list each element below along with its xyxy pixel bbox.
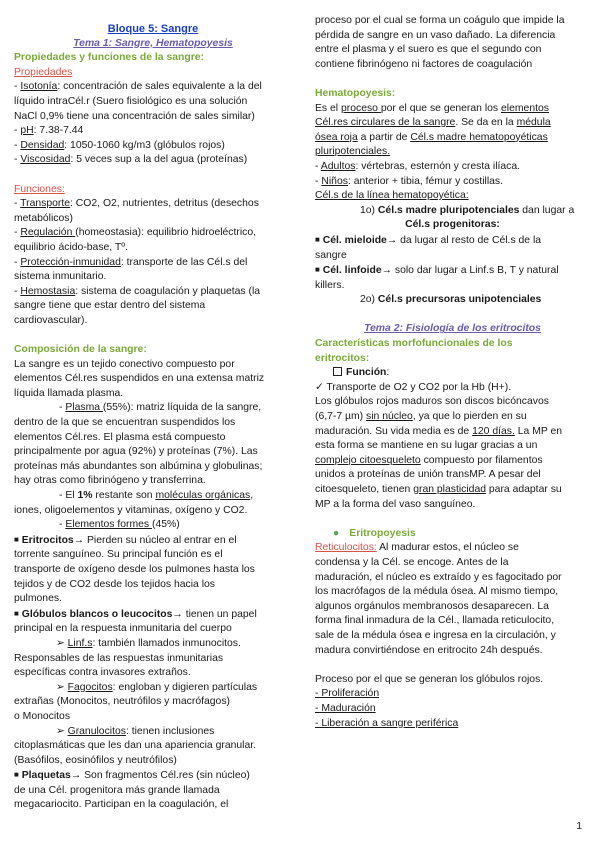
dash: - [315,175,322,187]
text-line: megacariocito. Participan en la coagulación, el [14,799,229,811]
text-line: sangre [315,249,347,261]
props-heading: Propiedades y funciones de la sangre: [14,52,204,64]
resto-line [14,489,292,504]
text-line: sistema inmunitario. [14,271,107,283]
linfocitos-line [14,637,292,652]
ph-term: pH [20,125,34,137]
eritrocitos-term: Eritrocitos [21,534,74,546]
funcion-line [315,366,590,381]
text-span: Al madurar estos, el núcleo se [376,542,519,554]
gr-line-2 [315,410,590,425]
liberacion-item: - Liberación a sangre periférica [315,717,459,729]
text-span: : también llamados inmunocitos. [92,637,241,649]
transporte-line: - Transporte: CO2, O2, nutrientes, detritus (desechos [14,198,259,210]
text-line: sale de la médula ósea e ingresa en la circulación, y [315,629,556,641]
text-span: , [250,490,254,501]
caracteristicas-heading: Características morfofuncionales de los [315,338,513,350]
progenitoras-line: Cél.s progenitoras: [405,219,500,231]
gr-line-5 [315,454,590,469]
formes-line [14,518,292,533]
text-span: . Se da en la [455,117,517,129]
text-line: líquido intraCél.r (Suero fisiológico es una solución [14,95,248,107]
plasma-text: (55%): matriz líquida de la sangre, [102,402,262,414]
adultos-term: Adultos [320,160,356,172]
round-bullet-icon: ● [333,527,340,539]
hemato-line-1 [315,102,590,117]
text-span: restante son [92,490,156,501]
hemato-line-2 [315,116,590,131]
dash: - [315,160,321,172]
linf-term: Linf.s [67,637,93,649]
mieloide-term: Cél. mieloide [322,234,387,246]
densidad-term: Densidad [20,139,65,151]
plasma-term: Plasma [65,402,103,414]
sin-nucleo-term: sin núcleo [366,411,413,423]
eritrocitos-line [14,533,292,549]
text-span: - El [59,490,78,501]
gr-line-7 [315,483,590,498]
viscosidad-line: - Viscosidad: 5 veces sup a la del agua (proteínas) [14,154,248,166]
text-line: contiene fibrinógeno ni factores de coagulación [315,58,533,70]
maduracion-item: - Maduración [315,702,376,714]
text-span: : [386,367,390,379]
ph-text: : 7.38-7.44 [33,125,84,137]
adultos-line [315,160,590,175]
text-line: pérdida de sangre en un vaso dañado. La diferencia [315,29,556,41]
regulacion-term: Regulación [20,227,76,239]
eritropoyesis-heading [315,527,590,542]
text-line: unidos a proteínas de unión transMP. A pesar del [315,469,541,481]
text-line: equilibrio ácido-base, Tº. [14,241,128,253]
proceso-term: proceso [341,102,381,114]
text-line: pulmones. [14,593,62,605]
square-bullet-icon: ■ [14,534,19,544]
text-line: algunos orgánulos membranosos desaparecen. La [315,600,549,612]
transporte-term: Transporte [20,198,71,210]
text-line: Responsables de las respuestas inmunitarias [14,652,224,664]
linea-hematopoyetica-line: Cél.s de la línea hematopoyética: [315,190,469,202]
text-line: tejidos y de CO2 desde los tejidos hacia los [14,578,215,590]
organicas-term: moléculas orgánicas [155,490,251,501]
text-line: forma final inmadura de la Cél., llamada reticulocito, [315,615,555,627]
percent: 1% [77,490,93,501]
pluripotenciales-line: pluripotenciales. [315,146,391,158]
vida-media-term: 120 días. [472,425,515,437]
funcion-label: Función [346,367,387,379]
fago-term: Fagocitos [67,681,113,693]
text-span: : tienen inclusiones [125,725,215,737]
text-line: proceso por el cual se forma un coágulo que impide la [315,15,565,26]
text-line: killers. [315,279,345,291]
text-line: líquida llamada plasma. [14,387,124,399]
gr-line-3 [315,425,590,440]
square-bullet-icon: ■ [14,770,19,780]
pluripotenciales-item [315,204,590,219]
plasticidad-term: gran plasticidad [413,484,486,495]
tema1-title: Tema 1: Sangre, Hematopoyesis [73,37,233,49]
text-line: principal en la respuesta inmunitaria del cuerpo [14,623,232,635]
text-line: MP a la forma del vaso sanguíneo. [315,498,476,510]
viscosidad-text: : 5 veces sup a la del agua (proteínas) [70,154,248,166]
granulocitos-line [14,725,292,740]
text-line: hay otras como fibrinógeno y transferrina. [14,475,206,487]
elementos-term: elementos [501,102,549,114]
gran-term: Granulocitos [67,725,126,737]
proteccion-term: Protección-inmunidad [20,256,121,268]
text-line: los macrófagos de la médula ósea. Al mismo tiempo, [315,586,559,598]
ph-line: - pH: 7.38-7.44 [14,125,84,137]
spacer [315,512,590,527]
text-line: sangre tiene que estar dentro del sistema [14,300,206,312]
text-line: torrente sanguíneo. Su principal función es el [14,549,223,561]
transporte-check-line: ✓ Transporte de O2 y CO2 por la Hb (H+). [315,381,512,393]
page-number: 1 [576,821,582,832]
text-line: de una Cél. progenitora más grande llamada [14,784,220,796]
text-span: citoesqueleto, tienen [315,484,414,495]
square-bullet-icon: ■ [315,234,320,244]
block-title: Bloque 5: Sangre [107,23,199,35]
right-column [315,14,590,731]
proteccion-line: - Protección-inmunidad: transporte de las Cél.s del [14,256,248,268]
linfoide-term: Cél. linfoide [322,265,382,277]
hemostasia-term: Hemostasia [20,285,76,297]
unipotenciales-item [315,293,590,308]
pluri-term: Cél.s madre pluripotenciales [377,204,520,216]
text-line: esta forma se mantiene en su lugar gracias a un [315,440,538,452]
dash: - [59,519,66,531]
densidad-line: - Densidad: 1050-1060 kg/m3 (glóbulos rojos) [14,139,225,151]
leucocitos-term: Glóbulos blancos o leucocitos [21,608,173,620]
text-line: iones, oligoelementos y vitaminas, oxígeno y CO2. [14,504,248,516]
regulacion-text: (homeostasia): equilibrio hidroeléctrico, [75,227,257,239]
hemostasia-text: : sistema de coagulación y plaquetas (la [75,285,261,297]
text-line: extrañas (Monocitos, neutrófilos y macrófagos) [14,696,230,708]
text-span: → tienen un papel [172,608,257,620]
text-line: transporte de oxígeno desde los pulmones hasta los [14,563,255,575]
viscosidad-term: Viscosidad [20,154,71,166]
text-line: o Monocitos [14,710,71,722]
text-span: para adaptar su [486,484,562,495]
hemato-line-3 [315,131,590,146]
isotonia-term: Isotonía [20,81,58,93]
text-span: : vértebras, esternón y cresta ilíaca. [355,160,521,172]
text-line: metabólicos) [14,212,73,224]
ninos-term: Niños [321,175,348,187]
isotonia-line: - Isotonía: concentración de sales equivalente a la del [14,81,262,93]
text-span: Es el [315,102,341,114]
regulacion-line: - Regulación (homeostasia): equilibrio hidroeléctrico, [14,227,257,239]
celres-term: Cél.res circulares de la sangre [315,117,456,129]
props-label: Propiedades [14,66,73,78]
citoesqueleto-term: complejo citoesqueleto [315,454,421,466]
composicion-heading: Composición de la sangre: [14,344,147,356]
spacer [315,658,590,673]
text-span: → Pierden su núcleo al entrar en el [73,534,237,546]
text-span: : engloban y digieren partículas [112,681,258,693]
square-bullet-icon: ■ [315,265,320,275]
funciones-label: Funciones: [14,183,65,195]
hemostasia-line: - Hemostasia: sistema de coagulación y plaquetas (la [14,285,261,297]
text-span: por el que se generan los [380,102,502,114]
text-line: condensa y la Cél. se encoge. Antes de la [315,556,509,568]
text-span: (45%) [151,519,180,531]
text-span: dan lugar a [519,204,575,216]
linfoide-line [315,263,590,279]
hematopoyesis-heading: Hematopoyesis: [315,87,396,99]
unipot-term: Cél.s precursoras unipotenciales [377,294,542,306]
text-span: compuesto por filamentos [420,454,543,466]
text-line: La sangre es un tejido conectivo compuesto por [14,358,235,370]
osea-term: ósea roja [315,131,358,143]
text-span: 2o) [360,294,378,306]
arrow-bullet-icon: ➢ [56,637,65,649]
formes-term: Elementos formes [65,519,152,531]
madre-term: Cél.s madre hematopoyéticas [410,131,548,143]
reticulocitos-term: Reticulocitos: [315,542,377,554]
text-span: (6,7-7 µm) [315,411,367,423]
fagocitos-line [14,681,292,696]
dash: - [59,402,66,414]
text-span: La MP en [514,425,563,437]
isotonia-text: : concentración de sales equivalente a la del [57,81,262,93]
ninos-line [315,175,590,190]
text-line: Los glóbulos rojos maduros son discos bicóncavos [315,396,549,408]
text-line: (Basófilos, eosinófilos y neutrófilos) [14,754,177,766]
proteccion-text: : transporte de las Cél.s del [120,256,248,268]
plasma-line [14,401,292,416]
text-line: madura convirtiéndose en eritrocito 24h después. [315,644,543,656]
text-line: elementos Cél.res. El plasma está compuesto [14,431,226,443]
plaquetas-line [14,768,292,784]
mieloide-line [315,233,590,249]
plaquetas-term: Plaquetas [21,770,71,782]
caracteristicas-heading-2: eritrocitos: [315,352,370,364]
text-line: principalmente por agua (92%) y proteínas (7%). Las [14,446,258,458]
text-line: entre el plasma y el suero es que el segundo con [315,44,542,56]
text-span: 1o) [360,204,378,216]
checkbox-icon [333,367,342,376]
reticulocitos-line [315,541,590,556]
text-line: elementos Cél.res suspendidos en una extensa matriz [14,373,265,385]
arrow-bullet-icon: ➢ [56,681,65,693]
left-column [14,22,292,813]
text-span: → Son fragmentos Cél.res (sin núcleo) [70,770,250,782]
text-line: Proceso por el que se generan los glóbulos rojos. [315,673,544,685]
text-line: maduración, el núcleo es extraído y es fagocitado por [315,571,562,583]
square-bullet-icon: ■ [14,608,19,618]
proliferacion-item: - Proliferación [315,688,380,700]
text-line: dentro de la que se encuentran suspendidos los [14,417,236,429]
arrow-bullet-icon: ➢ [56,725,65,737]
text-span: , ya que lo pierden en su [412,411,527,423]
densidad-text: : 1050-1060 kg/m3 (glóbulos rojos) [64,139,225,151]
transporte-text: : CO2, O2, nutrientes, detritus (desechos [70,198,259,210]
spacer [14,168,292,183]
medula-term: médula [516,117,551,129]
spacer [315,308,590,323]
text-line: proteínas más abundantes son albúmina y globulinas; [14,460,263,472]
text-line: NaCl 0,9% tiene una concentración de sales similar) [14,110,255,122]
tema2-title: Tema 2: Fisiología de los eritrocitos [364,323,541,335]
text-line: específicas contra invasores extraños. [14,667,191,679]
text-line: citoplasmáticas que les dan una apariencia granular. [14,740,257,752]
spacer [14,328,292,343]
spacer [315,72,590,87]
text-line: cardiovascular). [14,314,88,326]
text-span: → da lugar al resto de Cél.s de la [386,234,542,246]
leucocitos-line [14,607,292,623]
text-span: → solo dar lugar a Linf.s B, T y natural [381,265,559,277]
eritropoyesis-label: Eritropoyesis [349,527,416,539]
text-span: : anterior + tibia, fémur y costillas. [347,175,503,187]
text-span: a partir de [357,131,411,143]
text-span: maduración. Su vida media es de [315,425,473,437]
